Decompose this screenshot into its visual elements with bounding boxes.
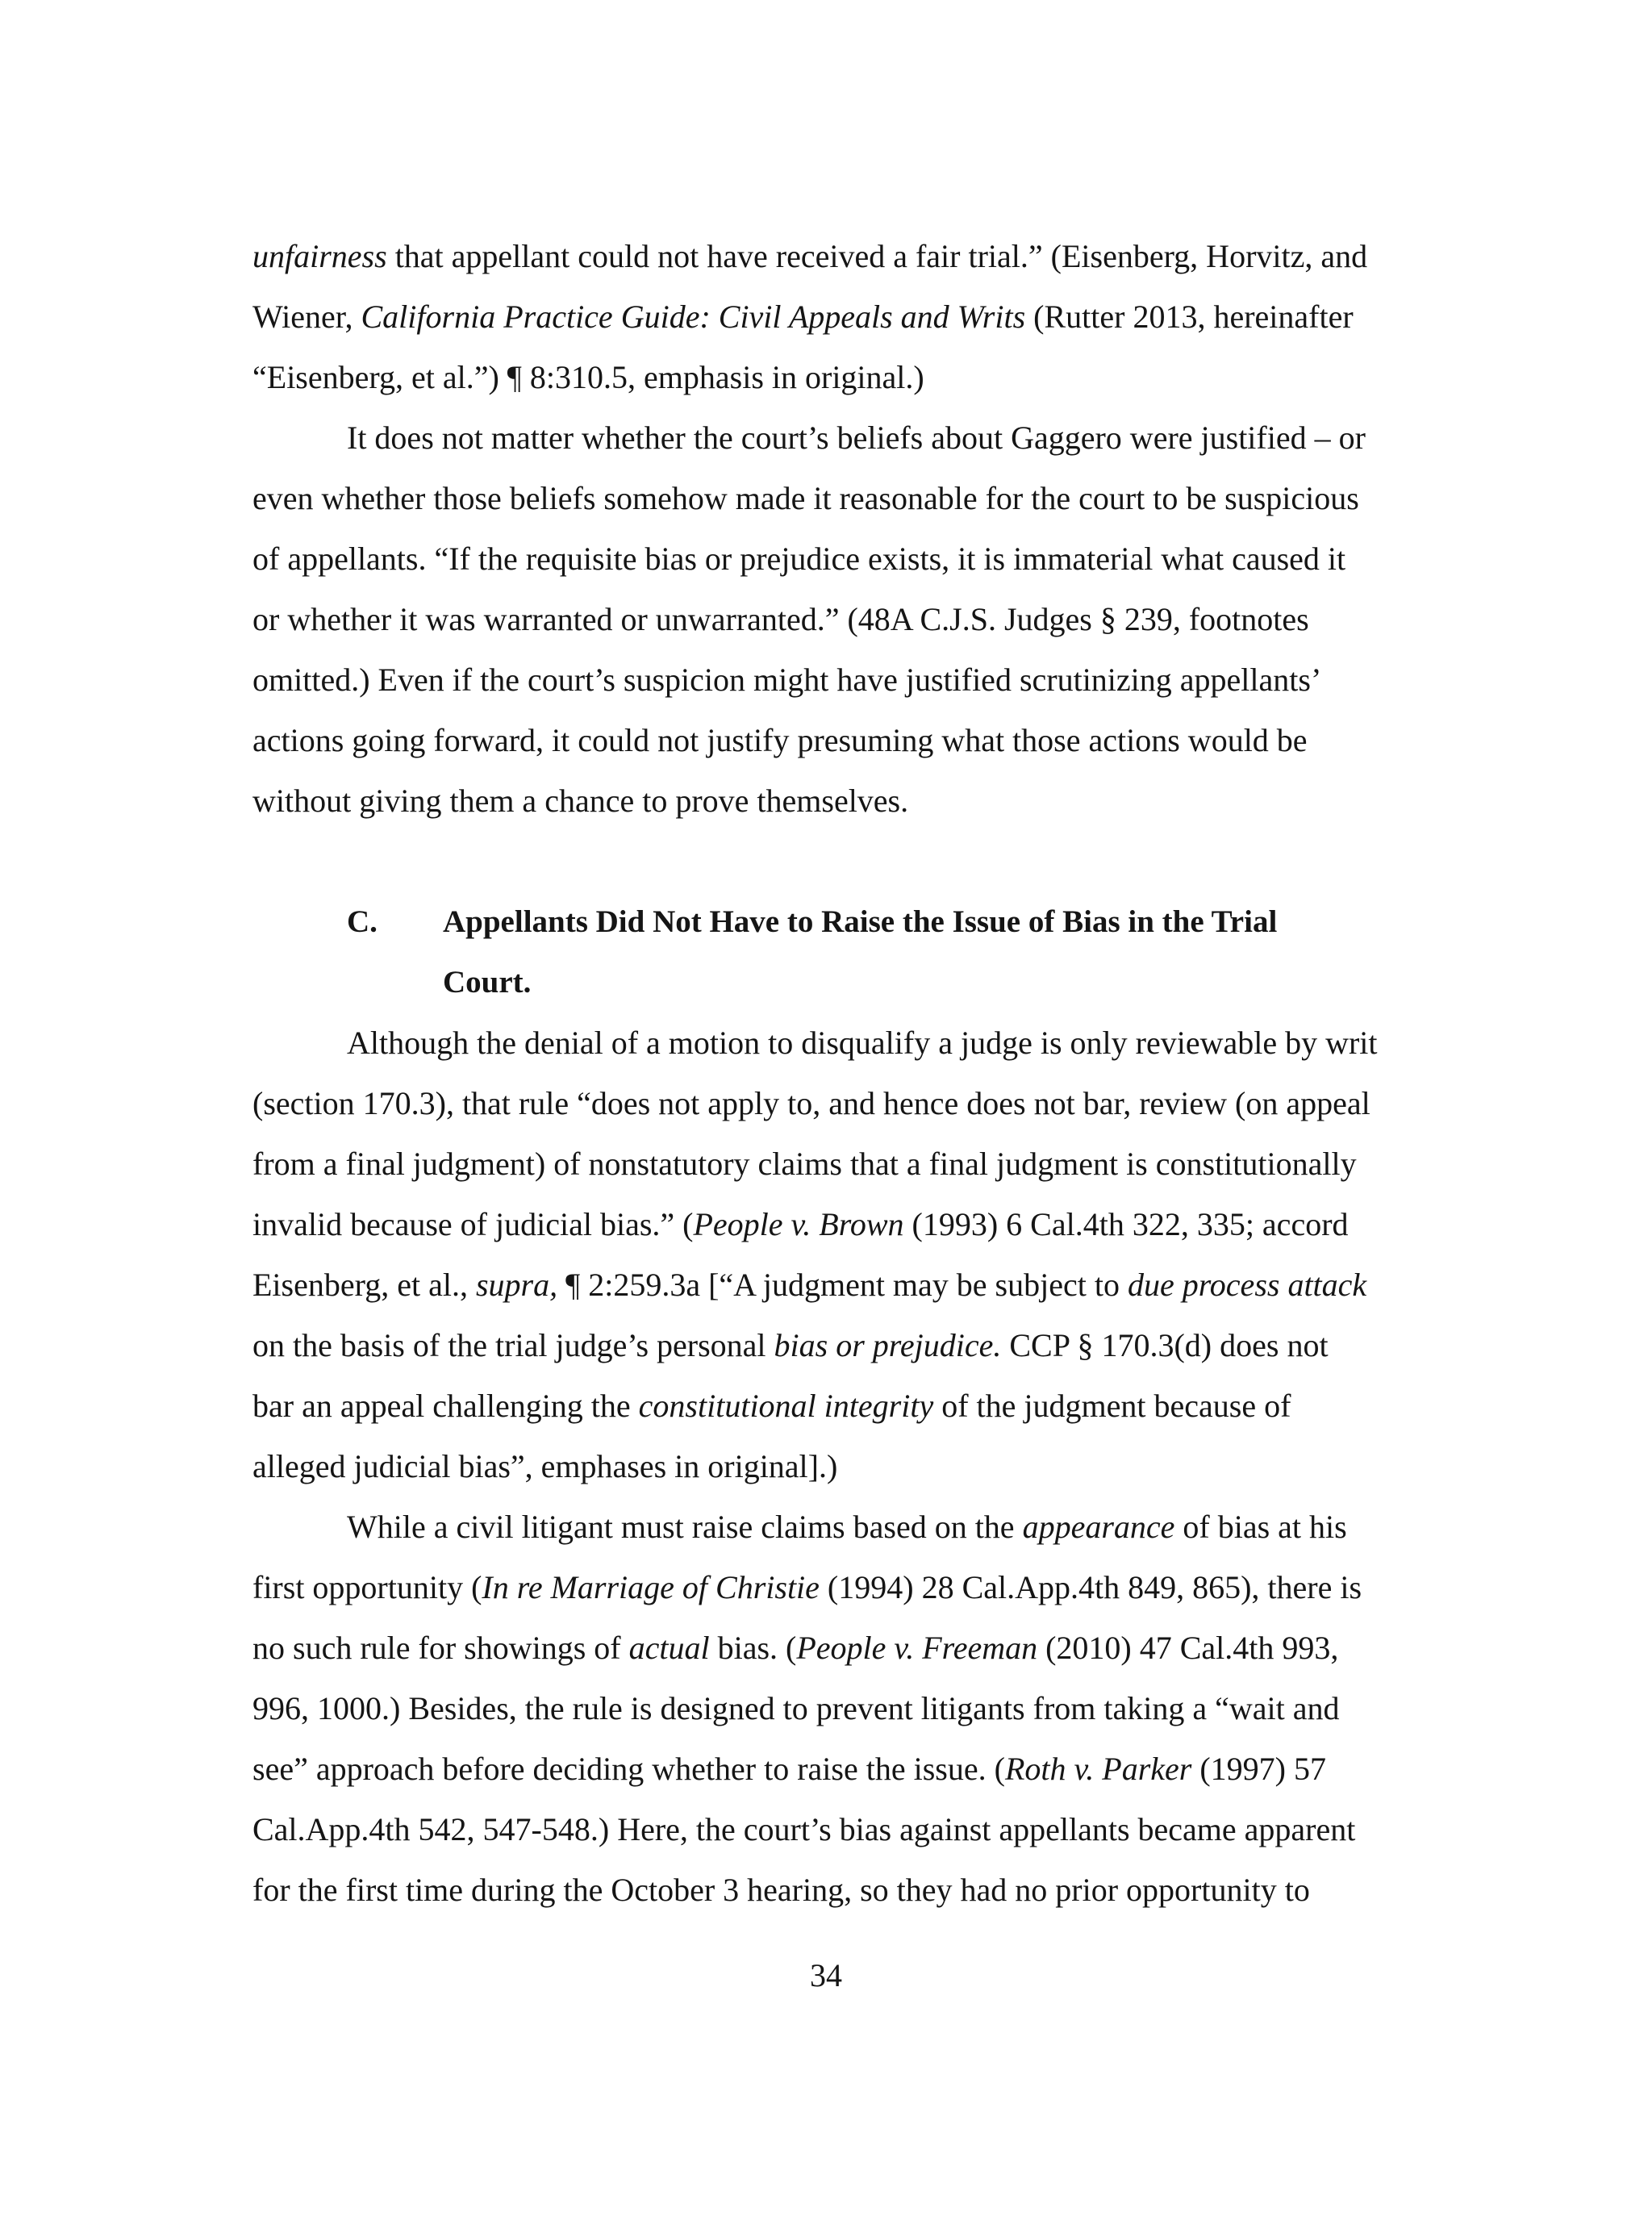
- text-line: [252, 1568, 1362, 1607]
- text-line: [252, 721, 1308, 760]
- body-text: (1994) 28 Cal.App.4th 849, 865), there is: [819, 1569, 1362, 1605]
- body-text: of bias at his: [1174, 1509, 1347, 1545]
- body-text: that appellant could not have received a fair trial.” (Eisenberg, Horvitz, and: [386, 238, 1368, 274]
- body-text: Although the denial of a motion to disqualify a judge is only reviewable by writ: [347, 1025, 1378, 1061]
- body-text: on the basis of the trial judge’s personal: [252, 1327, 774, 1363]
- text-line: [252, 540, 1345, 578]
- italic-text: supra,: [475, 1267, 558, 1303]
- body-text: invalid because of judicial bias.” (: [252, 1206, 694, 1242]
- body-text: (Rutter 2013, hereinafter: [1025, 298, 1354, 335]
- text-line: [252, 237, 1367, 276]
- text-line: [252, 1689, 1339, 1728]
- body-text: of the judgment because of: [933, 1388, 1291, 1424]
- italic-text: appearance: [1022, 1509, 1175, 1545]
- text-line: [347, 419, 1366, 457]
- text-line: [252, 661, 1321, 699]
- text-line: [252, 782, 908, 820]
- body-text: It does not matter whether the court’s beliefs about Gaggero were justified – or: [347, 420, 1366, 456]
- body-text: bar an appeal challenging the: [252, 1388, 639, 1424]
- body-text: Wiener,: [252, 298, 361, 335]
- section-heading-title: Appellants Did Not Have to Raise the Issue of Bias in the Trial: [443, 904, 1278, 939]
- italic-text: unfairness: [252, 238, 387, 274]
- text-line: [252, 479, 1359, 518]
- body-text: (section 170.3), that rule “does not apply to, and hence does not bar, review (on appeal: [252, 1085, 1370, 1121]
- body-text: without giving them a chance to prove themselves.: [252, 783, 909, 819]
- body-text: actions going forward, it could not justify presuming what those actions would be: [252, 722, 1308, 758]
- body-text: CCP § 170.3(d) does not: [1001, 1327, 1329, 1363]
- italic-text: People v. Brown: [693, 1206, 904, 1242]
- italic-text: actual: [628, 1630, 710, 1666]
- italic-text: California Practice Guide: Civil Appeals and Writs: [361, 298, 1026, 335]
- section-heading-letter: C.: [347, 904, 378, 939]
- body-text: (1997) 57: [1191, 1751, 1326, 1787]
- body-text: (1993) 6 Cal.4th 322, 335; accord: [903, 1206, 1349, 1242]
- section-heading-title-continued: Court.: [443, 965, 532, 1000]
- text-line: [252, 1205, 1349, 1244]
- body-text: from a final judgment) of nonstatutory claims that a final judgment is constitutionally: [252, 1146, 1357, 1182]
- body-text: first opportunity (: [252, 1569, 482, 1605]
- text-line: [252, 600, 1309, 639]
- text-line: [252, 1387, 1291, 1426]
- italic-text: In re Marriage of Christie: [482, 1569, 820, 1605]
- body-text: 996, 1000.) Besides, the rule is designed to prevent litigants from taking a “wait and: [252, 1690, 1340, 1726]
- body-text: Eisenberg, et al.,: [252, 1267, 476, 1303]
- text-line: [252, 1810, 1355, 1849]
- body-text: of appellants. “If the requisite bias or prejudice exists, it is immaterial what caused it: [252, 541, 1346, 577]
- text-line: [252, 1871, 1310, 1910]
- text-line: [347, 1508, 1347, 1547]
- body-text: for the first time during the October 3 hearing, so they had no prior opportunity to: [252, 1872, 1310, 1908]
- text-line: [252, 1266, 1366, 1305]
- italic-text: due process attack: [1127, 1267, 1367, 1303]
- italic-text: constitutional integrity: [638, 1388, 934, 1424]
- body-text: no such rule for showings of: [252, 1630, 629, 1666]
- italic-text: People v. Freeman: [796, 1630, 1038, 1666]
- body-text: ¶ 2:259.3a [“A judgment may be subject to: [557, 1267, 1128, 1303]
- body-text: even whether those beliefs somehow made it reasonable for the court to be suspicious: [252, 480, 1359, 516]
- text-line: [252, 1145, 1357, 1183]
- text-line: [252, 1629, 1338, 1668]
- body-text: or whether it was warranted or unwarranted.” (48A C.J.S. Judges § 239, footnotes: [252, 601, 1309, 637]
- text-line: [252, 1750, 1326, 1789]
- body-text: alleged judicial bias”, emphases in original].): [252, 1448, 838, 1484]
- text-line: [252, 298, 1354, 336]
- text-line: [252, 358, 924, 397]
- body-text: Cal.App.4th 542, 547-548.) Here, the court’s bias against appellants became apparent: [252, 1811, 1356, 1847]
- text-line: [252, 1447, 837, 1486]
- text-line: [252, 1084, 1370, 1123]
- body-text: omitted.) Even if the court’s suspicion might have justified scrutinizing appellants’: [252, 662, 1322, 698]
- body-text: (2010) 47 Cal.4th 993,: [1037, 1630, 1339, 1666]
- body-text: “Eisenberg, et al.”) ¶ 8:310.5, emphasis in original.): [252, 359, 924, 395]
- page-number: 34: [810, 1957, 842, 1993]
- italic-text: bias or prejudice.: [774, 1327, 1002, 1363]
- body-text: bias. (: [709, 1630, 797, 1666]
- text-line: [347, 1024, 1378, 1062]
- italic-text: Roth v. Parker: [1004, 1751, 1192, 1787]
- text-line: [252, 1326, 1329, 1365]
- body-text: see” approach before deciding whether to raise the issue. (: [252, 1751, 1005, 1787]
- body-text: While a civil litigant must raise claims based on the: [347, 1509, 1023, 1545]
